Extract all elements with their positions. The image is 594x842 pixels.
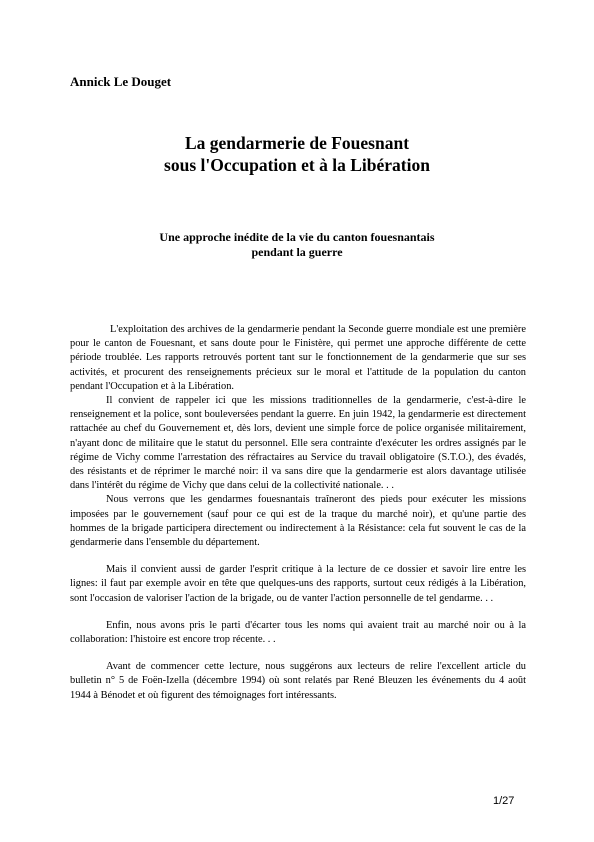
- document-title: [70, 132, 524, 176]
- author-name: Annick Le Douget: [70, 74, 172, 89]
- document-subtitle: [70, 230, 524, 260]
- title-line-1: La gendarmerie de Fouesnant: [184, 133, 410, 153]
- paragraph-3: Nous verrons que les gendarmes fouesnantais traîneront des pieds pour exécuter les missions imposées par le gouvernement (sauf pour ce qui est de la traque du marché noir), et qu'une partie des hommes de la brigade participera directement ou indirectement à la Résistance: cela fut souvent le cas de la gendarmerie dans l'ensemble du département.: [70, 494, 526, 549]
- page-number: 1/27: [493, 795, 515, 807]
- subtitle-line-1: Une approche inédite de la vie du canton fouesnantais: [159, 230, 435, 244]
- subtitle-line-2: pendant la guerre: [251, 245, 343, 259]
- paragraph-6: Avant de commencer cette lecture, nous suggérons aux lecteurs de relire l'excellent article du bulletin n° 5 de Foën-Izella (décembre 1994) où sont relatés par René Bleuzen les événements du 4 août 1944 à Bénodet et où figurent des témoignages fort intéressants.: [70, 661, 526, 701]
- paragraph-2: Il convient de rappeler ici que les missions traditionnelles de la gendarmerie, c'est-à-dire le renseignement et la police, sont bouleversées pendant la guerre. En juin 1942, la gendarmerie est directement rattachée au chef du Gouvernement et, dès lors, devient une simple force de police organisée militairement, n'ayant donc de militaire que le statut du personnel. Elle sera contrainte d'exécuter les ordres assignés par le régime de Vichy comme l'arrestation des réfractaires au Service du travail obligatoire (S.T.O.), des évadés, des résistants et de réprimer le marché noir: il va sans dire que la gendarmerie est alors davantage utilisée dans l'intérêt du régime de Vichy que dans celui de la collectivité nationale. . .: [70, 395, 526, 492]
- title-line-2: sous l'Occupation et à la Libération: [164, 155, 430, 175]
- body-text: [70, 323, 526, 703]
- paragraph-4: Mais il convient aussi de garder l'esprit critique à la lecture de ce dossier et savoir lire entre les lignes: il faut par exemple avoir en tête que quelques-uns des rapports, surtout ceux rédigés à la Libération, sont l'occasion de valoriser l'action de la brigade, ou de vanter l'action personnelle de tel gendarme. . .: [70, 564, 526, 604]
- paragraph-5: Enfin, nous avons pris le parti d'écarter tous les noms qui avaient trait au marché noir ou à la collaboration: l'histoire est encore trop récente. . .: [70, 619, 526, 646]
- paragraph-1: L'exploitation des archives de la gendarmerie pendant la Seconde guerre mondiale est une première pour le canton de Fouesnant, et sans doute pour le Finistère, qui permet une approche différente de cette période troublée. Les rapports retrouvés portent tant sur le fonctionnement de la gendarmerie que sur ses activités, et procurent des renseignements précieux sur le moral et l'attitude de la population du canton pendant l'Occupation et à la Libération.: [70, 324, 526, 392]
